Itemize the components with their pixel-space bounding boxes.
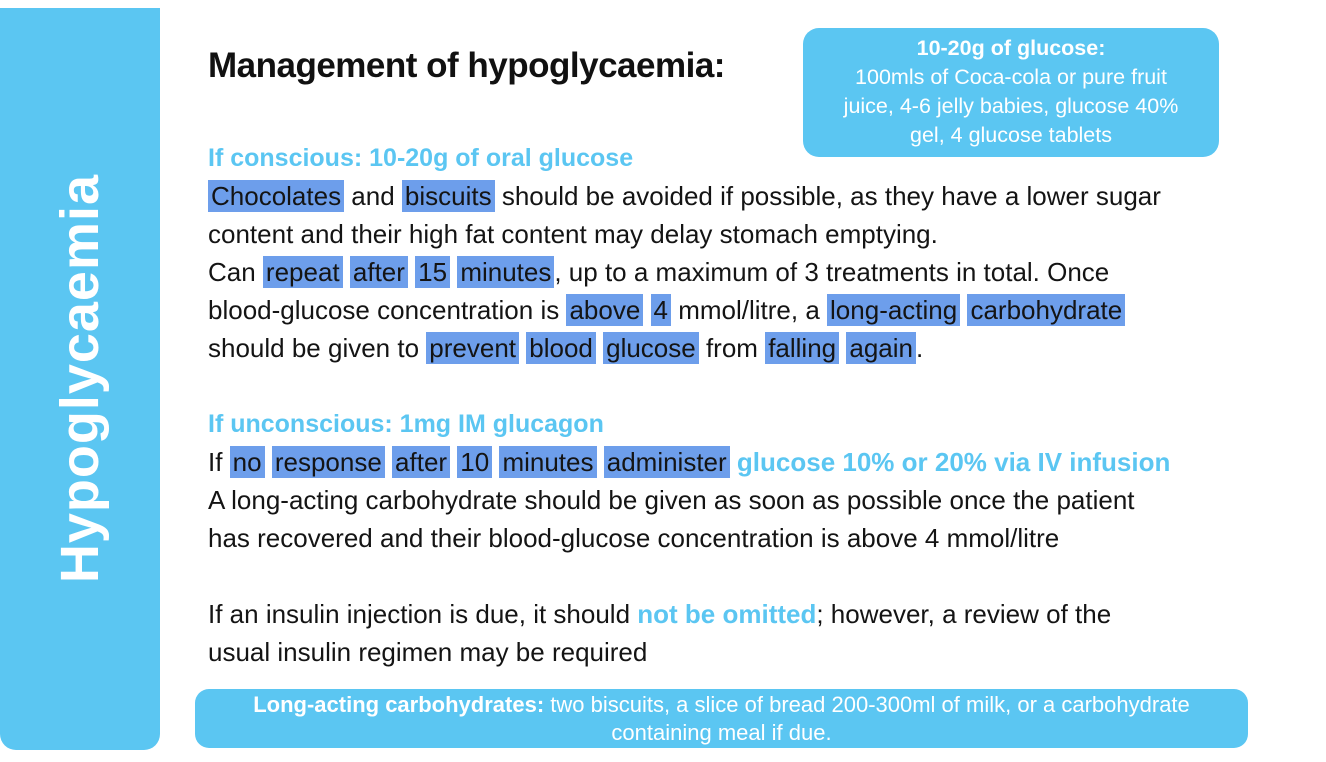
plain-text bbox=[730, 447, 737, 477]
section-gap bbox=[208, 557, 1283, 595]
highlighted-text: after bbox=[350, 256, 408, 288]
text-line bbox=[803, 92, 1219, 121]
plain-text bbox=[343, 257, 350, 287]
highlighted-text: 10 bbox=[457, 446, 492, 478]
accent-text: glucose 10% or 20% via IV infusion bbox=[736, 447, 1171, 477]
plain-text: content and their high fat content may delay stomach emptying. bbox=[208, 219, 938, 249]
plain-text: usual insulin regimen may be required bbox=[208, 637, 648, 667]
plain-text: should be given to bbox=[208, 333, 427, 363]
glucose-callout-box bbox=[803, 28, 1219, 157]
highlighted-text: blood bbox=[526, 332, 596, 364]
highlighted-text: again bbox=[846, 332, 916, 364]
text-line bbox=[195, 719, 1248, 747]
highlighted-text: 15 bbox=[415, 256, 450, 288]
highlighted-text: 4 bbox=[651, 294, 671, 326]
section-gap bbox=[208, 367, 1283, 405]
plain-text: . bbox=[915, 333, 924, 363]
text-line bbox=[208, 329, 1283, 367]
content-area bbox=[208, 139, 1283, 671]
plain-text: Can bbox=[208, 257, 263, 287]
highlighted-text: no bbox=[230, 446, 265, 478]
text-line bbox=[208, 177, 1283, 215]
highlighted-text: minutes bbox=[457, 256, 554, 288]
plain-text bbox=[385, 447, 392, 477]
highlighted-text: biscuits bbox=[402, 180, 495, 212]
plain-text: If bbox=[208, 447, 230, 477]
highlighted-text: above bbox=[566, 294, 643, 326]
plain-text: gel, 4 glucose tablets bbox=[910, 123, 1112, 147]
section-body-conscious bbox=[208, 177, 1283, 367]
highlighted-text: response bbox=[272, 446, 385, 478]
section-heading-conscious: If conscious: 10-20g of oral glucose bbox=[208, 144, 634, 172]
text-line bbox=[208, 443, 1283, 481]
plain-text: should be avoided if possible, as they have a lower sugar bbox=[494, 181, 1161, 211]
section-heading-unconscious: If unconscious: 1mg IM glucagon bbox=[208, 410, 604, 438]
long-acting-carb-box bbox=[195, 689, 1248, 748]
plain-text: containing meal if due. bbox=[611, 720, 832, 745]
plain-text bbox=[265, 447, 272, 477]
plain-text: has recovered and their blood-glucose concentration is above 4 mmol/litre bbox=[208, 523, 1060, 553]
highlighted-text: repeat bbox=[263, 256, 343, 288]
plain-text: juice, 4-6 jelly babies, glucose 40% bbox=[843, 94, 1179, 118]
plain-text: blood-glucose concentration is bbox=[208, 295, 567, 325]
glucose-box-title: 10-20g of glucose: bbox=[916, 36, 1106, 60]
text-line bbox=[208, 595, 1283, 633]
plain-text: from bbox=[698, 333, 766, 363]
plain-text: 100mls of Coca-cola or pure fruit bbox=[855, 65, 1167, 89]
glucose-box-body bbox=[803, 63, 1219, 150]
sidebar bbox=[0, 8, 160, 750]
plain-text: mmol/litre, a bbox=[671, 295, 828, 325]
bold-lead-in: Long-acting carbohydrates: bbox=[253, 692, 545, 717]
plain-text: two biscuits, a slice of bread 200-300ml of milk, or a carbohydrate bbox=[544, 692, 1190, 717]
highlighted-text: after bbox=[392, 446, 450, 478]
highlighted-text: long-acting bbox=[827, 294, 960, 326]
text-line bbox=[208, 633, 1283, 671]
highlighted-text: Chocolates bbox=[208, 180, 344, 212]
text-line bbox=[208, 519, 1283, 557]
text-line bbox=[208, 481, 1283, 519]
highlighted-text: prevent bbox=[426, 332, 519, 364]
text-line bbox=[803, 63, 1219, 92]
plain-text: , up to a maximum of 3 treatments in total. Once bbox=[554, 257, 1110, 287]
plain-text: If an insulin injection is due, it should bbox=[208, 599, 638, 629]
sidebar-title: Hypoglycaemia bbox=[50, 174, 110, 584]
highlighted-text: carbohydrate bbox=[967, 294, 1125, 326]
plain-text: and bbox=[344, 181, 402, 211]
highlighted-text: glucose bbox=[603, 332, 699, 364]
highlighted-text: minutes bbox=[499, 446, 596, 478]
text-line bbox=[208, 253, 1283, 291]
section-body-unconscious bbox=[208, 443, 1283, 557]
plain-text bbox=[643, 295, 650, 325]
highlighted-text: falling bbox=[765, 332, 839, 364]
carb-box-body bbox=[195, 691, 1248, 747]
insulin-note bbox=[208, 595, 1283, 671]
plain-text: A long-acting carbohydrate should be given as soon as possible once the patient bbox=[208, 485, 1135, 515]
text-line bbox=[208, 291, 1283, 329]
plain-text bbox=[597, 447, 604, 477]
highlighted-text: administer bbox=[604, 446, 730, 478]
text-line bbox=[208, 215, 1283, 253]
page-title: Management of hypoglycaemia: bbox=[208, 46, 725, 85]
plain-text: ; however, a review of the bbox=[816, 599, 1112, 629]
accent-text: not be omitted bbox=[637, 599, 817, 629]
text-line bbox=[195, 691, 1248, 719]
